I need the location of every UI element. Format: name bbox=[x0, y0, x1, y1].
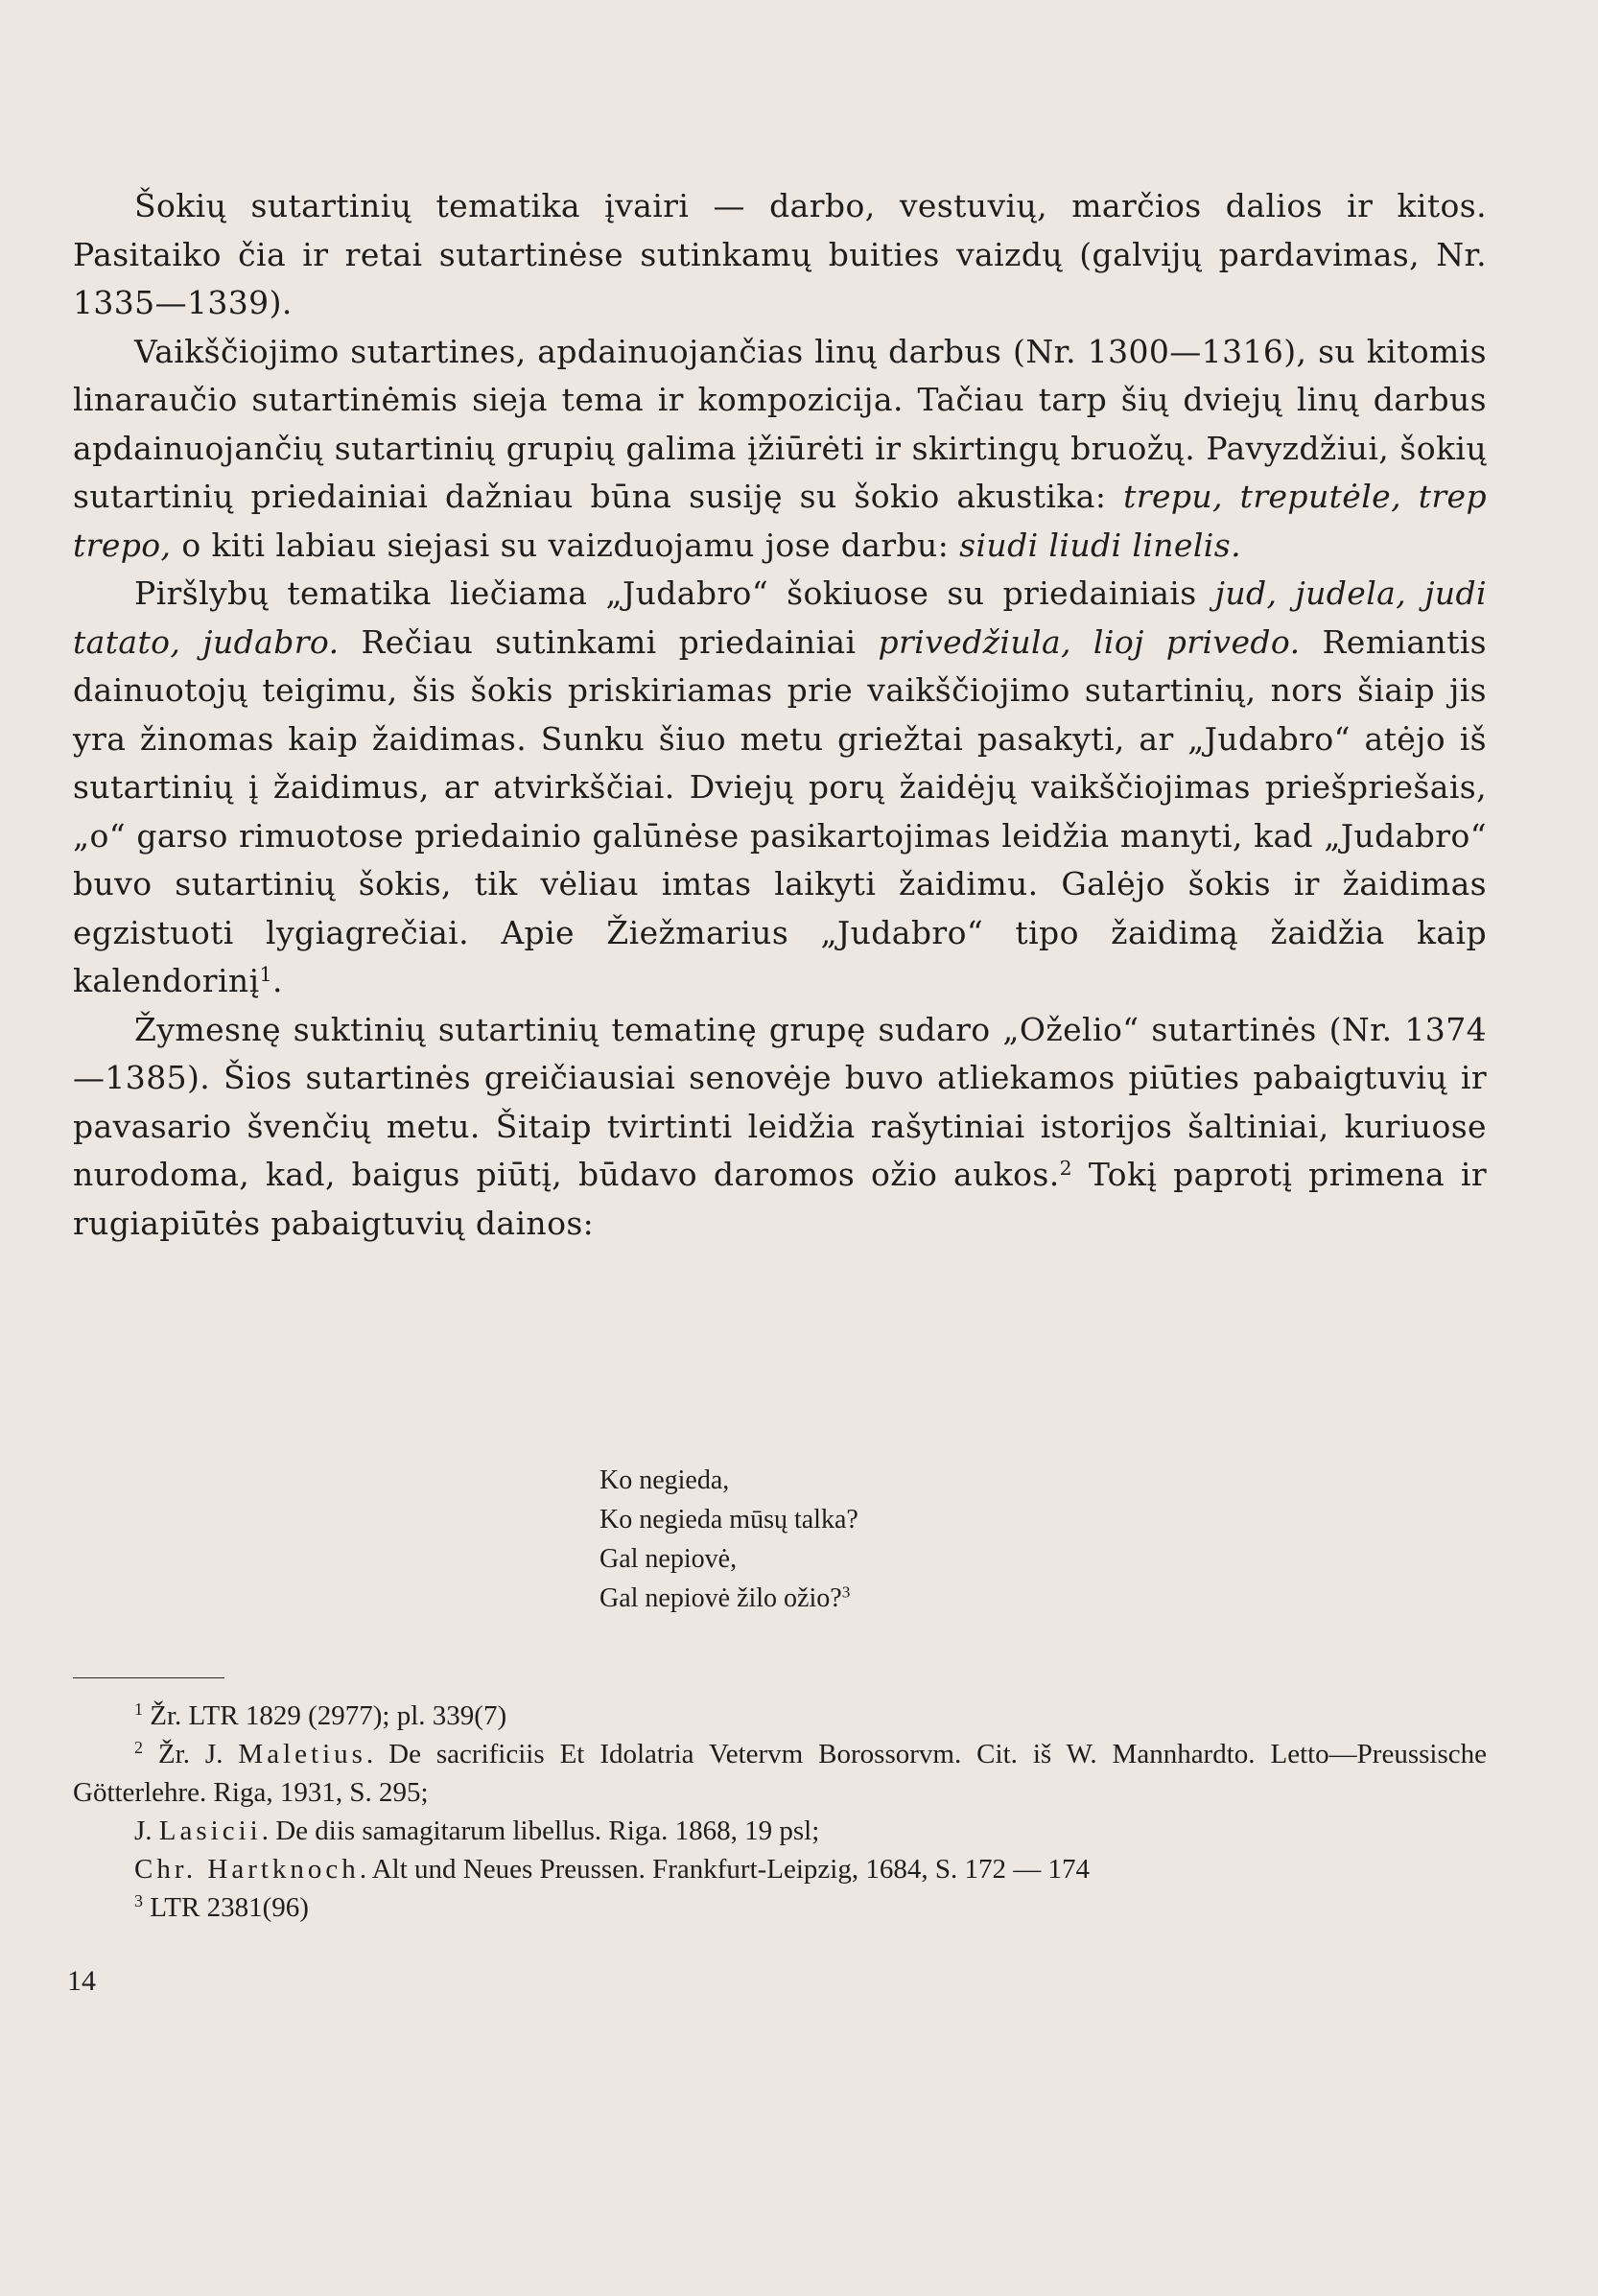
footnote-ref-3: 3 bbox=[841, 1582, 851, 1602]
paragraph-1-text: Šokių sutartinių tematika įvairi — darbo, vestuvių, marčios dalios ir kitos. Pasitaiko čia ir retai sutartinėse sutinkamų buities vaizdų (galvijų pardavimas, Nr. 1335—1339). bbox=[73, 187, 1487, 321]
verse-line: Ko negieda, bbox=[599, 1465, 730, 1495]
paragraph-2-refrain-2: siudi liudi linelis. bbox=[959, 526, 1241, 564]
footnote-ref-2: 2 bbox=[1059, 1156, 1073, 1180]
footnote-text-pre: J. bbox=[134, 1816, 159, 1846]
paragraph-4-text-b: Tokį paprotį primena ir rugiapiūtės pabaigtuvių dainos: bbox=[73, 1156, 1487, 1242]
paragraph-3 bbox=[73, 570, 1487, 1006]
verse-line: Ko negieda mūsų talka? bbox=[599, 1505, 858, 1535]
paragraph-2-text-a: Vaikščiojimo sutartines, apdainuojančias linų darbus (Nr. 1300—1316), su kitomis linaraučio sutartinėmis sieja tema ir kompozicija. Tačiau tarp šių dviejų linų darbus apdainuojančių sutartinių grupių galima įžiūrėti ir skirtingų bruožų. Pavyzdžiui, šokių sutartinių priedainiai dažniau būna susiję su šokio akustika: bbox=[73, 332, 1487, 515]
paragraph-3-text-a: Piršlybų tematika liečiama „Judabro“ šokiuose su priedainiais bbox=[134, 574, 1215, 612]
paragraph-1 bbox=[73, 182, 1487, 328]
paragraph-3-refrain-2: privedžiula, lioj privedo. bbox=[878, 622, 1301, 661]
verse-line-text: Gal nepiovė žilo ožio? bbox=[599, 1583, 842, 1613]
paragraph-4-text-a: Žymesnę suktinių sutartinių tematinę grupę sudaro „Oželio“ sutartinės (Nr. 1374—1385). Šios sutartinės greičiausiai senovėje buvo atliekamos piūties pabaigtuvių ir pavasario švenčių metu. Šitaip tvirtinti leidžia rašytiniai istorijos šaltiniai, kuriuose nurodoma, kad, baigus piūtį, būdavo daromos ožio aukos. bbox=[73, 1010, 1487, 1193]
footnote-2 bbox=[73, 1735, 1487, 1812]
footnote-author: Maletius bbox=[238, 1739, 366, 1769]
paragraph-3-text-c: Remiantis dainuotojų teigimu, šis šokis priskiriamas prie vaikščiojimo sutartinių, nors šiaip jis yra žinomas kaip žaidimas. Sunku šiuo metu griežtai pasakyti, ar „Judabro“ atėjo iš sutartinių į žaidimus, ar atvirkščiai. Dviejų porų žaidėjų vaikščiojimas priešpriešais, „o“ garso rimuotose priedainio galūnėse pasikartojimas leidžia manyti, kad „Judabro“ buvo sutartinių šokis, tik vėliau imtas laikyti žaidimu. Galėjo šokis ir žaidimas egzistuoti lygiagrečiai. Apie Žiežmarius „Judabro“ tipo žaidimą žaidžia kaip kalendorinį bbox=[73, 622, 1488, 999]
footnote-text-pre: Žr. J. bbox=[142, 1739, 239, 1769]
page-number: 14 bbox=[67, 1965, 96, 1997]
paragraph-2-refrain-1: trepu, treputėle, trep trepo, bbox=[73, 478, 1487, 564]
footnote-text: . Alt und Neues Preussen. Frankfurt-Leipzig, 1684, S. 172 — 174 bbox=[359, 1854, 1090, 1885]
paragraph-3-text-b: Rečiau sutinkami priedainiai bbox=[339, 622, 879, 661]
footnote-author: Chr. Hartknoch bbox=[134, 1854, 360, 1885]
paragraph-2 bbox=[73, 328, 1487, 571]
verse-line: Gal nepiovė, bbox=[599, 1544, 738, 1574]
footnote-text: . De diis samagitarum libellus. Riga. 1868, 19 psl; bbox=[261, 1816, 820, 1846]
footnote-divider bbox=[73, 1677, 224, 1678]
main-text bbox=[73, 182, 1487, 1248]
footnote-3 bbox=[73, 1888, 1487, 1927]
footnote-author: Lasicii bbox=[158, 1816, 262, 1846]
footnote-mark: 3 bbox=[134, 1891, 143, 1911]
footnote-text: . De sacrificiis Et Idolatria Vetervm Borossorvm. Cit. iš W. Mannhardto. Letto—Preussische Götterlehre. Riga, 1931, S. 295; bbox=[73, 1739, 1487, 1808]
footnote-mark: 2 bbox=[134, 1738, 143, 1758]
footnote-text: Žr. LTR 1829 (2977); pl. 339(7) bbox=[142, 1700, 507, 1731]
footnote-2-source-3 bbox=[73, 1850, 1487, 1888]
footnotes bbox=[73, 1697, 1487, 1927]
footnote-2-source-2 bbox=[73, 1812, 1487, 1850]
paragraph-3-refrain-1: jud, judela, judi tatato, judabro. bbox=[73, 574, 1488, 661]
paragraph-2-text-b: o kiti labiau siejasi su vaizduojamu jose darbu: bbox=[171, 526, 960, 564]
footnote-1 bbox=[73, 1697, 1487, 1735]
paragraph-4 bbox=[73, 1006, 1487, 1249]
footnote-ref-1: 1 bbox=[259, 962, 272, 986]
paragraph-3-text-end: . bbox=[271, 962, 283, 999]
verse-line-last bbox=[599, 1579, 858, 1618]
song-quote bbox=[599, 1461, 858, 1618]
footnote-text: LTR 2381(96) bbox=[142, 1892, 309, 1923]
footnote-mark: 1 bbox=[134, 1699, 143, 1720]
